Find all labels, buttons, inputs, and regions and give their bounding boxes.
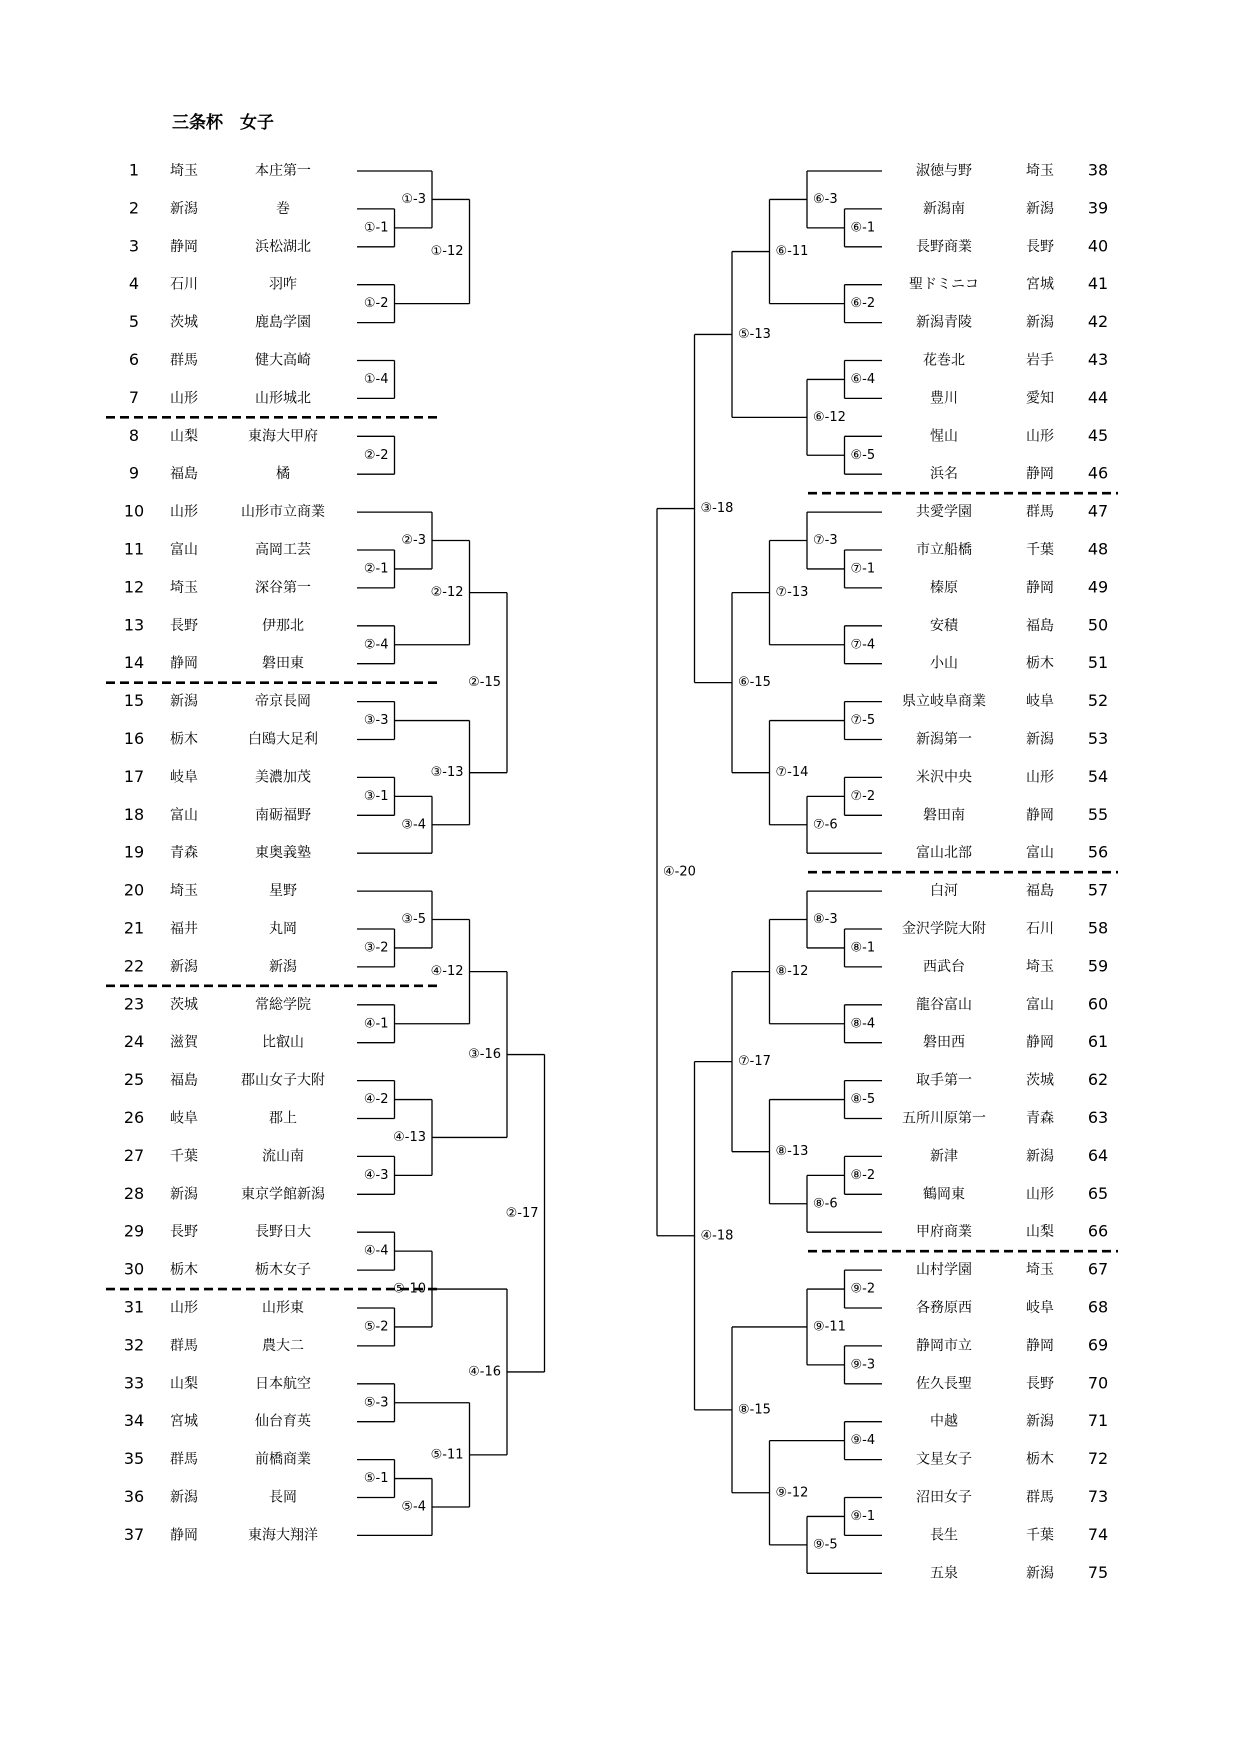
team-school: 丸岡 (269, 921, 297, 937)
team-prefecture: 静岡 (1026, 579, 1054, 596)
match-label: ⑧-12 (775, 964, 809, 980)
team-number: 26 (123, 1108, 145, 1127)
team-school: 流山南 (262, 1148, 304, 1165)
team-prefecture: 新潟 (170, 200, 198, 217)
team-prefecture: 富山 (1026, 996, 1054, 1013)
match-label: ⑦-5 (850, 713, 876, 729)
team-school: 白鴎大足利 (248, 731, 318, 748)
match-label: ③-5 (401, 912, 426, 928)
team-prefecture: 静岡 (1026, 1034, 1054, 1051)
team-school: 磐田西 (923, 1034, 965, 1051)
team-school: 星野 (269, 883, 297, 900)
team-prefecture: 長野 (170, 617, 198, 634)
team-number: 40 (1087, 236, 1109, 256)
team-number: 9 (128, 463, 140, 483)
team-school: 富山北部 (916, 845, 972, 862)
team-prefecture: 茨城 (170, 314, 198, 331)
match-label: ⑦-14 (775, 765, 809, 781)
match-label: ③-1 (363, 788, 389, 804)
team-number: 68 (1087, 1297, 1109, 1317)
match-label: ⑧-15 (738, 1402, 771, 1418)
team-prefecture: 石川 (1026, 921, 1054, 937)
match-label: ②-12 (430, 585, 464, 601)
team-number: 66 (1087, 1221, 1109, 1241)
match-label: ①-2 (363, 296, 389, 312)
team-prefecture: 新潟 (1026, 1413, 1054, 1430)
match-label: ④-16 (468, 1364, 501, 1380)
match-label: ⑧-3 (813, 912, 838, 928)
team-prefecture: 埼玉 (170, 883, 198, 900)
match-label: ③-13 (430, 765, 464, 781)
match-label: ⑤-1 (363, 1471, 389, 1487)
match-label: ④-12 (430, 964, 464, 980)
team-number: 33 (123, 1373, 145, 1393)
team-school: 高岡工芸 (255, 542, 311, 558)
team-prefecture: 新潟 (170, 693, 198, 710)
match-label: ④-18 (700, 1228, 734, 1244)
team-school: 花巻北 (923, 352, 965, 369)
team-number: 6 (128, 350, 140, 369)
team-school: 市立船橋 (916, 542, 972, 558)
team-school: 新潟 (269, 958, 297, 975)
team-prefecture: 静岡 (170, 655, 198, 672)
team-prefecture: 群馬 (170, 352, 198, 369)
team-number: 53 (1087, 729, 1109, 748)
team-number: 21 (123, 918, 145, 938)
team-prefecture: 静岡 (1026, 466, 1054, 483)
team-number: 19 (123, 842, 145, 862)
match-label: ②-2 (363, 447, 389, 463)
team-school: 磐田東 (262, 655, 304, 672)
team-school: 五泉 (930, 1565, 958, 1582)
team-school: 前橋商業 (255, 1451, 311, 1468)
team-prefecture: 新潟 (1026, 731, 1054, 748)
match-label: ②-1 (363, 561, 389, 577)
team-number: 56 (1087, 842, 1109, 862)
team-number: 14 (123, 653, 145, 673)
team-number: 38 (1087, 160, 1109, 180)
team-school: 惺山 (930, 428, 958, 445)
match-label: ⑨-1 (850, 1508, 876, 1524)
team-school: 山村学園 (916, 1262, 972, 1279)
match-label: ②-17 (505, 1205, 539, 1221)
match-label: ⑥-15 (738, 675, 771, 691)
team-number: 48 (1087, 539, 1109, 559)
match-label: ⑤-10 (393, 1281, 426, 1297)
team-prefecture: 山形 (1026, 1186, 1054, 1203)
match-label: ①-3 (401, 191, 426, 207)
team-number: 32 (123, 1335, 145, 1355)
team-prefecture: 茨城 (1026, 1072, 1054, 1089)
match-label: ③-4 (401, 817, 426, 833)
team-school: 西武台 (923, 958, 965, 975)
team-prefecture: 福島 (170, 466, 198, 483)
team-prefecture: 岐阜 (1026, 693, 1054, 710)
team-prefecture: 新潟 (1026, 1565, 1054, 1582)
match-label: ⑤-2 (363, 1319, 389, 1335)
team-prefecture: 青森 (1026, 1110, 1054, 1127)
team-school: 長生 (930, 1527, 958, 1544)
match-label: ⑥-5 (850, 447, 876, 463)
team-number: 29 (123, 1221, 145, 1241)
match-label: ⑥-11 (775, 244, 809, 260)
team-prefecture: 滋賀 (170, 1034, 198, 1051)
team-prefecture: 山梨 (170, 1375, 198, 1392)
team-prefecture: 山形 (1026, 428, 1054, 445)
match-label: ⑦-6 (813, 817, 838, 833)
team-school: 新潟青陵 (916, 314, 972, 331)
match-label: ⑤-11 (430, 1447, 464, 1463)
match-label: ⑦-2 (850, 788, 876, 804)
match-label: ①-4 (363, 371, 389, 387)
team-prefecture: 長野 (170, 1224, 198, 1241)
team-prefecture: 群馬 (170, 1451, 198, 1468)
team-prefecture: 静岡 (1026, 1337, 1054, 1354)
team-prefecture: 山梨 (1026, 1224, 1054, 1241)
match-label: ③-18 (700, 501, 734, 517)
team-school: 本庄第一 (255, 163, 311, 179)
match-label: ⑨-4 (850, 1433, 876, 1449)
team-number: 30 (123, 1259, 145, 1279)
team-school: 新潟南 (923, 200, 965, 217)
match-label: ④-2 (363, 1092, 389, 1108)
team-prefecture: 山梨 (170, 428, 198, 445)
team-number: 62 (1087, 1070, 1109, 1090)
team-number: 12 (123, 577, 145, 597)
team-number: 72 (1087, 1449, 1109, 1469)
match-label: ⑥-4 (850, 371, 876, 387)
team-number: 46 (1087, 463, 1109, 483)
team-number: 31 (123, 1297, 145, 1317)
team-school: 深谷第一 (255, 579, 311, 596)
match-label: ⑦-13 (775, 585, 809, 601)
team-number: 8 (128, 425, 140, 445)
team-prefecture: 栃木 (1026, 655, 1054, 672)
team-number: 25 (123, 1070, 145, 1090)
team-number: 28 (123, 1183, 145, 1203)
team-prefecture: 山形 (170, 390, 198, 407)
team-school: 健大高崎 (255, 352, 311, 369)
team-school: 新津 (930, 1148, 958, 1165)
match-label: ⑤-3 (363, 1395, 389, 1411)
match-label: ⑧-6 (813, 1196, 838, 1212)
match-label: ⑧-4 (850, 1016, 876, 1032)
match-label: ⑦-17 (738, 1054, 771, 1070)
team-prefecture: 岐阜 (170, 769, 198, 786)
team-number: 16 (123, 729, 145, 748)
team-number: 5 (128, 312, 140, 332)
team-school: 長岡 (269, 1489, 297, 1506)
team-school: 米沢中央 (916, 769, 972, 786)
match-label: ⑥-3 (813, 191, 838, 207)
team-prefecture: 埼玉 (170, 163, 198, 179)
team-school: 仙台育英 (255, 1413, 311, 1430)
team-school: 龍谷富山 (916, 996, 972, 1013)
team-prefecture: 宮城 (1026, 276, 1054, 293)
team-school: 沼田女子 (916, 1489, 972, 1506)
team-school: 各務原西 (916, 1300, 972, 1316)
team-school: 静岡市立 (916, 1337, 972, 1354)
match-label: ⑧-5 (850, 1092, 876, 1108)
match-label: ⑥-2 (850, 296, 876, 312)
match-label: ⑧-13 (775, 1144, 809, 1160)
team-prefecture: 富山 (170, 807, 198, 824)
team-prefecture: 新潟 (170, 1186, 198, 1203)
team-number: 39 (1087, 198, 1109, 218)
team-school: 県立岐阜商業 (902, 693, 986, 710)
team-number: 67 (1087, 1259, 1109, 1279)
team-prefecture: 千葉 (1026, 1527, 1054, 1544)
team-prefecture: 富山 (1026, 845, 1054, 862)
team-prefecture: 青森 (170, 845, 198, 862)
match-label: ③-2 (363, 940, 389, 956)
team-prefecture: 岐阜 (170, 1110, 198, 1127)
match-label: ①-1 (363, 220, 389, 236)
team-prefecture: 群馬 (1026, 504, 1054, 521)
match-label: ②-15 (468, 675, 501, 691)
team-school: 佐久長聖 (916, 1375, 972, 1392)
team-number: 34 (123, 1411, 145, 1431)
team-school: 伊那北 (262, 617, 304, 634)
team-prefecture: 栃木 (170, 1262, 198, 1279)
team-number: 55 (1087, 804, 1109, 824)
team-school: 小山 (930, 655, 958, 672)
team-number: 69 (1087, 1335, 1109, 1355)
team-number: 74 (1087, 1524, 1109, 1544)
team-number: 45 (1087, 425, 1109, 445)
match-label: ④-3 (363, 1167, 389, 1183)
team-number: 65 (1087, 1183, 1109, 1203)
team-prefecture: 埼玉 (1026, 1262, 1054, 1279)
team-number: 71 (1087, 1411, 1109, 1431)
team-school: 日本航空 (255, 1375, 311, 1392)
team-prefecture: 千葉 (170, 1148, 198, 1165)
team-prefecture: 栃木 (170, 731, 198, 748)
team-school: 東奥義塾 (255, 845, 311, 862)
match-label: ④-20 (663, 864, 696, 880)
team-number: 52 (1087, 691, 1109, 711)
team-school: 共愛学園 (916, 504, 972, 521)
match-label: ⑤-4 (401, 1499, 426, 1515)
team-school: 郡山女子大附 (241, 1072, 325, 1089)
team-prefecture: 長野 (1026, 1375, 1054, 1392)
team-school: 農大二 (262, 1337, 304, 1354)
team-number: 2 (128, 198, 140, 218)
match-label: ⑧-2 (850, 1167, 876, 1183)
team-number: 27 (123, 1145, 145, 1165)
team-number: 1 (128, 160, 140, 180)
team-number: 4 (128, 274, 140, 294)
team-school: 白河 (930, 883, 958, 900)
team-number: 42 (1087, 312, 1109, 332)
team-prefecture: 岐阜 (1026, 1300, 1054, 1316)
team-number: 64 (1087, 1145, 1109, 1165)
match-label: ⑧-1 (850, 940, 876, 956)
team-prefecture: 新潟 (1026, 314, 1054, 331)
team-prefecture: 静岡 (170, 1527, 198, 1544)
team-number: 41 (1087, 274, 1109, 294)
team-school: 常総学院 (255, 996, 311, 1013)
team-number: 23 (123, 994, 145, 1014)
team-number: 24 (123, 1032, 145, 1052)
team-school: 東海大翔洋 (248, 1527, 318, 1544)
team-prefecture: 福井 (170, 921, 198, 937)
match-label: ⑨-12 (775, 1485, 809, 1501)
match-label: ⑤-13 (738, 326, 771, 342)
team-prefecture: 山形 (1026, 769, 1054, 786)
team-number: 7 (128, 387, 140, 407)
match-label: ①-12 (430, 244, 464, 260)
team-school: 五所川原第一 (902, 1110, 986, 1127)
match-label: ②-4 (363, 637, 389, 653)
team-school: 郡上 (269, 1110, 297, 1127)
match-label: ⑨-3 (850, 1357, 876, 1373)
team-school: 帝京長岡 (255, 693, 311, 710)
team-prefecture: 群馬 (170, 1337, 198, 1354)
team-number: 47 (1087, 501, 1109, 521)
team-school: 甲府商業 (916, 1224, 972, 1241)
team-school: 山形市立商業 (241, 504, 325, 521)
team-prefecture: 群馬 (1026, 1489, 1054, 1506)
team-school: 橘 (276, 466, 290, 483)
team-prefecture: 新潟 (170, 958, 198, 975)
match-label: ③-16 (468, 1047, 501, 1063)
match-label: ⑥-1 (850, 220, 876, 236)
team-number: 35 (123, 1449, 145, 1469)
team-prefecture: 愛知 (1026, 390, 1054, 407)
team-school: 金沢学院大附 (902, 921, 986, 937)
match-label: ③-3 (363, 713, 389, 729)
team-number: 73 (1087, 1487, 1109, 1506)
team-prefecture: 埼玉 (170, 579, 198, 596)
team-prefecture: 岩手 (1026, 352, 1054, 369)
team-number: 15 (123, 691, 145, 711)
team-prefecture: 富山 (170, 542, 198, 558)
team-school: 榛原 (930, 579, 958, 596)
match-label: ④-4 (363, 1243, 389, 1259)
team-school: 新潟第一 (916, 731, 972, 748)
match-label: ⑨-11 (813, 1319, 846, 1335)
team-school: 栃木女子 (255, 1262, 311, 1279)
team-number: 22 (123, 956, 145, 976)
team-prefecture: 宮城 (170, 1413, 198, 1430)
team-school: 巻 (276, 200, 290, 217)
team-prefecture: 石川 (170, 276, 198, 293)
team-number: 51 (1087, 653, 1109, 673)
team-number: 58 (1087, 918, 1109, 938)
match-label: ⑦-1 (850, 561, 876, 577)
team-prefecture: 新潟 (170, 1489, 198, 1506)
team-number: 54 (1087, 766, 1109, 786)
team-school: 聖ドミニコ (909, 276, 979, 293)
team-prefecture: 静岡 (1026, 807, 1054, 824)
team-number: 36 (123, 1487, 145, 1506)
team-number: 3 (128, 236, 140, 256)
match-label: ②-3 (401, 533, 426, 549)
match-label: ⑨-5 (813, 1537, 838, 1553)
team-prefecture: 長野 (1026, 238, 1054, 255)
team-number: 57 (1087, 880, 1109, 900)
team-number: 61 (1087, 1032, 1109, 1052)
team-prefecture: 茨城 (170, 996, 198, 1013)
team-school: 羽咋 (269, 276, 297, 293)
bracket-title: 三条杯 女子 (172, 113, 274, 133)
team-prefecture: 埼玉 (1026, 958, 1054, 975)
team-school: 山形東 (262, 1300, 304, 1316)
match-label: ⑦-3 (813, 533, 838, 549)
team-number: 10 (123, 501, 145, 521)
team-prefecture: 山形 (170, 504, 198, 521)
team-number: 11 (123, 539, 145, 559)
match-label: ⑦-4 (850, 637, 876, 653)
match-label: ⑥-12 (813, 409, 846, 425)
team-school: 長野日大 (255, 1224, 311, 1241)
team-number: 63 (1087, 1108, 1109, 1127)
team-prefecture: 静岡 (170, 238, 198, 255)
team-school: 東京学館新潟 (241, 1186, 325, 1203)
team-school: 鹿島学園 (255, 314, 311, 331)
team-number: 70 (1087, 1373, 1109, 1393)
match-label: ④-13 (393, 1129, 426, 1145)
team-number: 37 (123, 1524, 145, 1544)
team-school: 比叡山 (262, 1034, 304, 1051)
team-prefecture: 福島 (170, 1072, 198, 1089)
team-school: 南砺福野 (255, 807, 311, 824)
team-number: 75 (1087, 1562, 1109, 1582)
team-prefecture: 新潟 (1026, 200, 1054, 217)
team-school: 中越 (930, 1413, 958, 1430)
team-prefecture: 新潟 (1026, 1148, 1054, 1165)
team-school: 安積 (930, 617, 958, 634)
team-number: 50 (1087, 615, 1109, 635)
team-prefecture: 福島 (1026, 883, 1054, 900)
team-school: 淑徳与野 (916, 163, 972, 179)
team-school: 浜松湖北 (255, 238, 311, 255)
team-number: 13 (123, 615, 145, 635)
team-number: 59 (1087, 956, 1109, 976)
team-school: 浜名 (930, 466, 958, 483)
team-number: 17 (123, 766, 145, 786)
team-school: 東海大甲府 (248, 428, 318, 445)
team-number: 18 (123, 804, 145, 824)
team-school: 豊川 (930, 390, 958, 407)
team-number: 49 (1087, 577, 1109, 597)
match-label: ④-1 (363, 1016, 389, 1032)
team-school: 文星女子 (916, 1451, 972, 1468)
team-school: 山形城北 (255, 390, 311, 407)
team-number: 44 (1087, 387, 1109, 407)
team-prefecture: 埼玉 (1026, 163, 1054, 179)
team-school: 取手第一 (916, 1072, 972, 1089)
team-prefecture: 千葉 (1026, 542, 1054, 558)
team-school: 磐田南 (923, 807, 965, 824)
team-school: 鶴岡東 (923, 1186, 965, 1203)
team-number: 60 (1087, 994, 1109, 1014)
team-prefecture: 栃木 (1026, 1451, 1054, 1468)
team-number: 43 (1087, 350, 1109, 369)
team-number: 20 (123, 880, 145, 900)
team-school: 美濃加茂 (255, 769, 311, 786)
team-school: 長野商業 (916, 238, 972, 255)
team-prefecture: 福島 (1026, 617, 1054, 634)
team-prefecture: 山形 (170, 1300, 198, 1316)
match-label: ⑨-2 (850, 1281, 876, 1297)
